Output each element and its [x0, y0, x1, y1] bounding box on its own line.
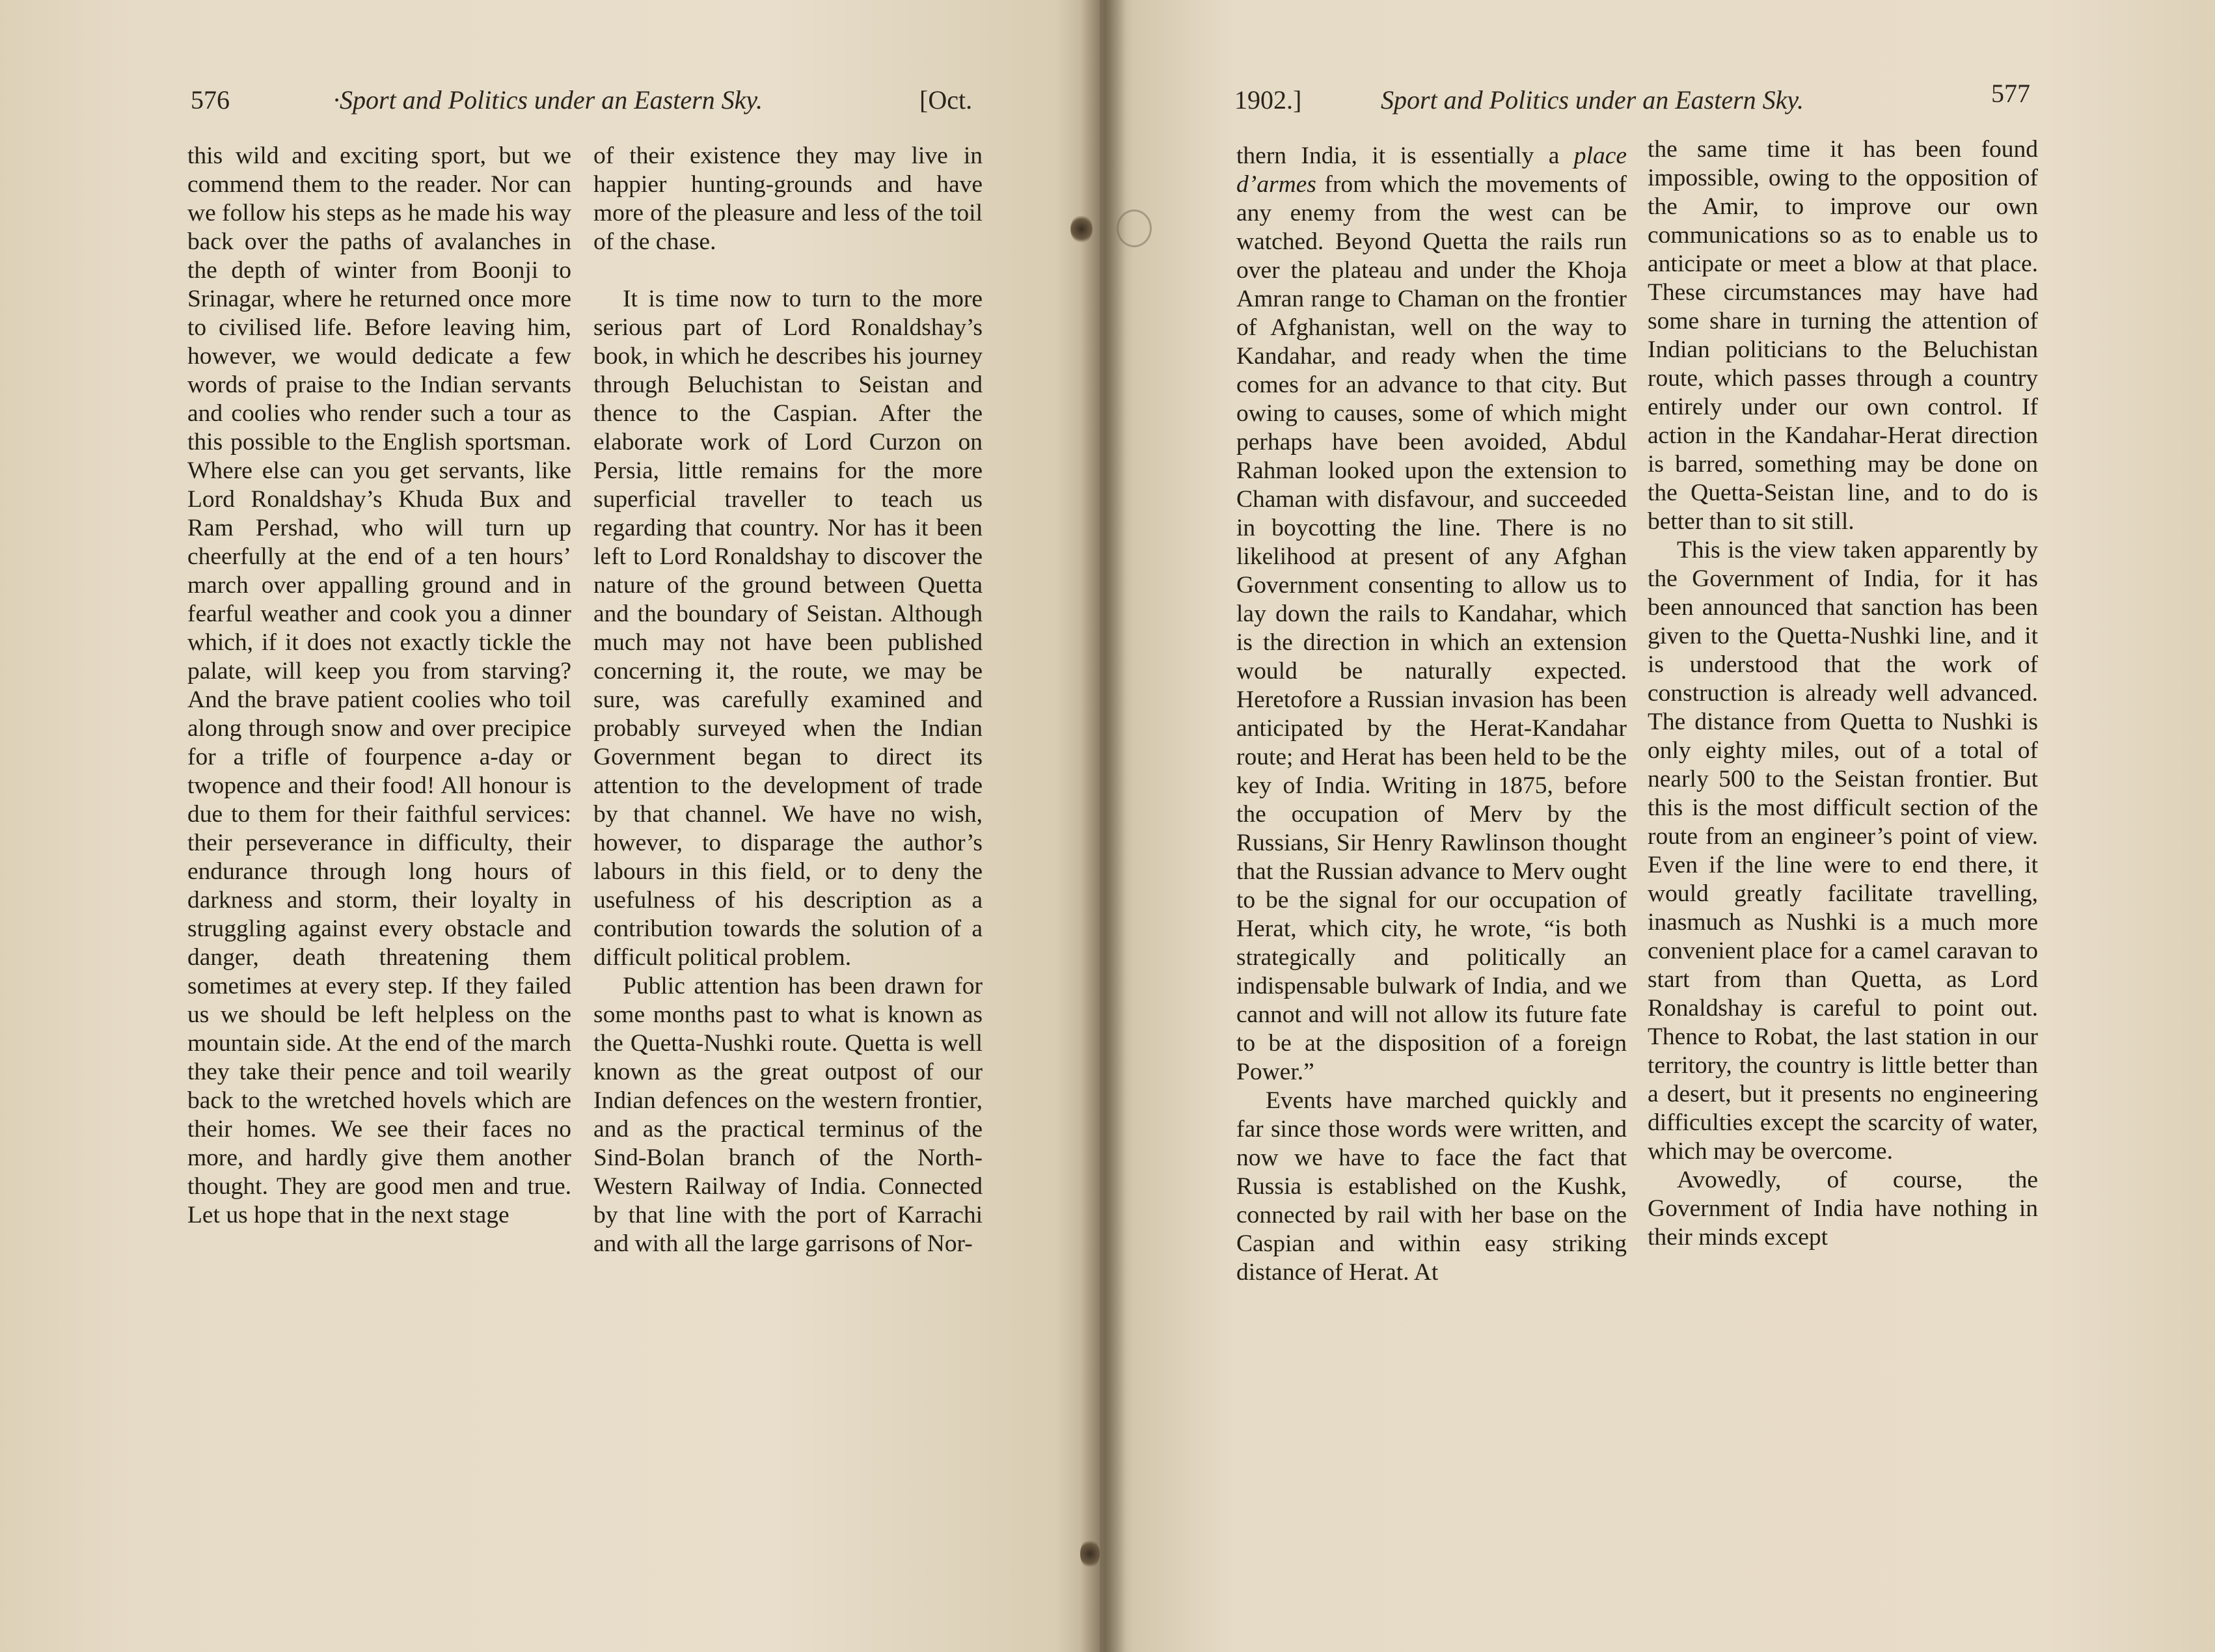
right-column-1 [1236, 142, 1627, 1287]
book-gutter [1080, 0, 1126, 1652]
left-running-head [0, 85, 1100, 124]
paragraph: the same time it has been found impossible, owing to the opposition of the Amir, to improve our own communications so as to enable us to anticipate or meet a blow at that place. These circumstances may have had some share in turning the attention of Indian politicians to the Beluchistan route, which passes through a country entirely under our own control. If action in the Kandahar-Herat direction is barred, something may be done on the Quetta-Seistan line, and to do is better than to sit still. [1648, 136, 2038, 535]
paragraph: Public attention has been drawn for some months past to what is known as the Quetta-Nushki route. Quetta is well known as the great outpost of our Indian defences on the western frontier, and as the practical terminus of the Sind-Bolan branch of the North-Western Railway of India. Connected by that line with the port of Karrachi and with all the large garrisons of Nor- [593, 973, 983, 1257]
paragraph: of their existence they may live in happier hunting-grounds and have more of the pleasure and less of the toil of the chase. [593, 142, 983, 255]
text-run: thern India, it is essentially a [1236, 142, 1560, 169]
left-page [0, 0, 1100, 1652]
left-column-1 [187, 142, 571, 1230]
right-column-2 [1648, 135, 2038, 1252]
binding-hole-mark [1080, 1539, 1100, 1569]
text-run: from which the movements of any enemy from the west can be watched. Beyond Quetta the rails run over the plateau and under the Khoja Amran range to Chaman on the frontier of Afghanistan, well on the way to Kandahar, and ready when the time comes for an advance to that city. But owing to causes, some of which might perhaps have been avoided, Abdul Rahman looked upon the extension to Chaman with disfavour, and succeeded in boycotting the line. There is no likelihood at present of any Afghan Government consenting to allow us to lay down the rails to Kandahar, which is the direction in which an extension would be naturally expected. Heretofore a Russian invasion has been anticipated by the Herat-Kandahar route; and Herat has been held to be the key of India. Writing in 1875, before the occupation of Merv by the Russians, Sir Henry Rawlinson thought that the Russian advance to Merv ought to be the signal for our occupation of Herat, which city, he wrote, “is both strategically and politically an indispensable bulwark of India, and we cannot and will not allow its future fate to be at the disposition of a foreign Power.” [1236, 171, 1627, 1085]
binding-hole-mark [1117, 210, 1152, 247]
left-running-title: ·Sport and Politics under an Eastern Sky. [333, 85, 763, 115]
paragraph: This is the view taken apparently by the Government of India, for it has been announced that sanction has been given to the Quetta-Nushki line, and it is understood that the work of construction is already well advanced. The distance from Quetta to Nushki is only eighty miles, out of a total of nearly 500 to the Seistan frontier. But this is the most difficult section of the route from an engineer’s point of view. Even if the line were to end there, it would greatly facilitate travelling, inasmuch as Nushki is a much more convenient place for a camel caravan to start from than Quetta, as Lord Ronaldshay is careful to point out. Thence to Robat, the last station in our territory, the country is little better than a desert, but it presents no engineering difficulties except the scarcity of water, which may be overcome. [1648, 537, 2038, 1165]
right-page [1100, 0, 2215, 1652]
paragraph: Avowedly, of course, the Government of India have nothing in their minds except [1648, 1167, 2038, 1251]
right-running-head [1100, 79, 2215, 124]
right-running-title: Sport and Politics under an Eastern Sky. [1381, 85, 1804, 115]
italic-phrase: place d’armes [1236, 142, 1627, 198]
right-page-number: 577 [1991, 79, 2030, 108]
paragraph: this wild and exciting sport, but we commend them to the reader. Nor can we follow his steps as he made his way back over the paths of avalanches in the depth of winter from Boonji to Srinagar, where he returned once more to civilised life. Before leaving him, however, we would dedicate a few words of praise to the Indian servants and coolies who render such a tour as this possible to the English sportsman. Where else can you get servants, like Lord Ronaldshay’s Khuda Bux and Ram Pershad, who will turn up cheerfully at the end of a ten hours’ march over appalling ground and in fearful weather and cook you a dinner which, if it does not exactly tickle the palate, will keep you from starving? And the brave patient coolies who toil along through snow and over precipice for a trifle of fourpence a-day or twopence and their food! All honour is due to them for their faithful services: their perseverance in difficulty, their endurance through long hours of darkness and storm, their loyalty in struggling against every obstacle and danger, death threatening them sometimes at every step. If they failed us we should be left helpless on the mountain side. At the end of the march they take their pence and toil wearily back to the wretched hovels which are their homes. We see their faces no more, and hardly give them another thought. They are good men and true. Let us hope that in the next stage [187, 142, 571, 1228]
right-running-date: 1902.] [1234, 85, 1302, 115]
paragraph [1236, 142, 1627, 1087]
paragraph: It is time now to turn to the more serious part of Lord Ronaldshay’s book, in which he describes his journey through Beluchistan to Seistan and thence to the Caspian. After the elaborate work of Lord Curzon on Persia, little remains for the more superficial traveller to teach us regarding that country. Nor has it been left to Lord Ronaldshay to discover the nature of the ground between Quetta and the boundary of Seistan. Although much may not have been published concerning it, the route, we may be sure, was carefully examined and probably surveyed when the Indian Government began to direct its attention to the development of trade by that channel. We have no wish, however, to disparage the author’s labours in this field, or to deny the usefulness of his description as a contribution towards the solution of a difficult political problem. [593, 286, 983, 971]
binding-hole-mark [1070, 215, 1093, 243]
left-column-2 [593, 142, 983, 1258]
left-running-date: [Oct. [919, 85, 973, 115]
left-page-number: 576 [191, 85, 230, 115]
paragraph: Events have marched quickly and far since those words were written, and now we have to face the fact that Russia is established on the Kushk, connected by rail with her base on the Caspian and within easy striking distance of Herat. At [1236, 1087, 1627, 1286]
